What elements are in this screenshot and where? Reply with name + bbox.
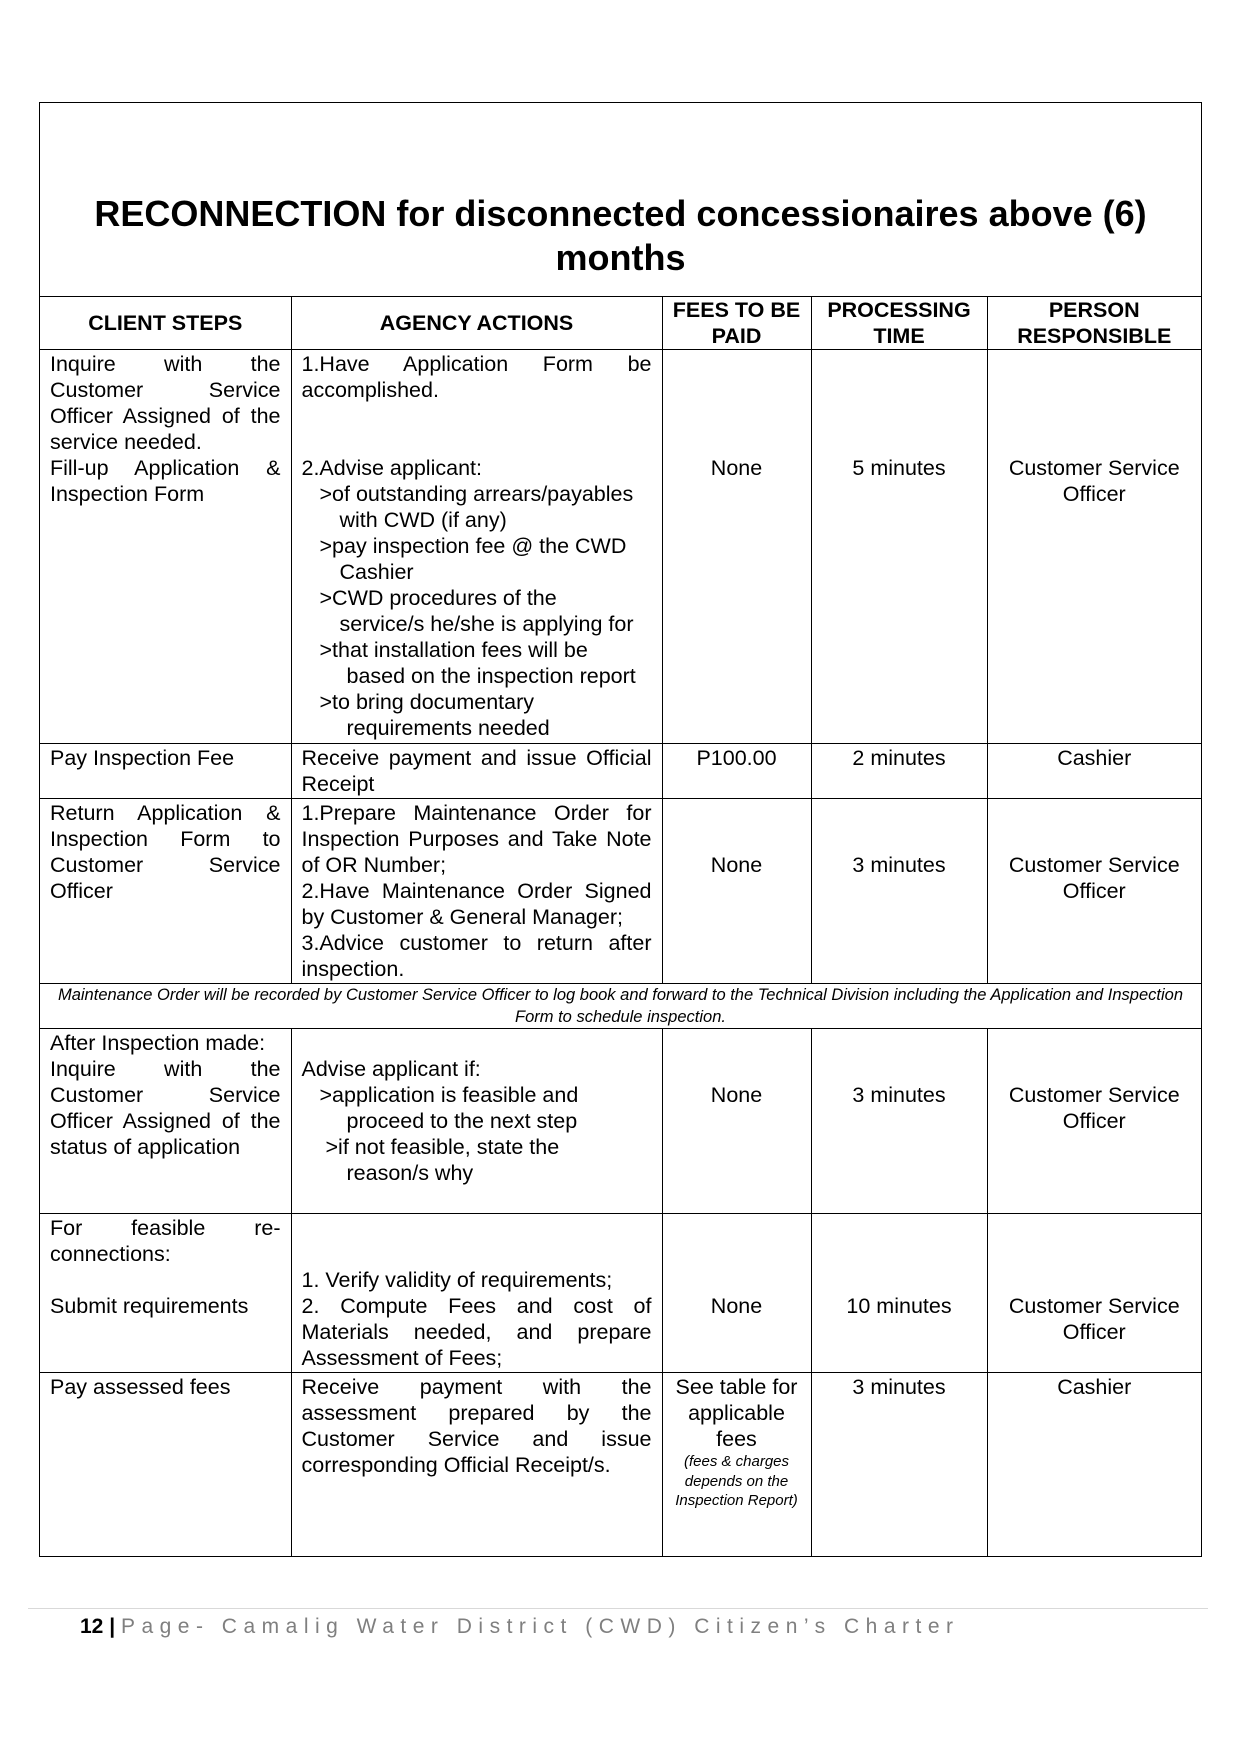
fees-cell: P100.00 bbox=[662, 744, 811, 799]
footer-text: Page- Camalig Water District (CWD) Citizen’s Charter bbox=[120, 1615, 960, 1638]
person-responsible-cell: Customer Service Officer bbox=[987, 350, 1201, 744]
procedure-table bbox=[40, 297, 1201, 1556]
fees-note: (fees & charges depends on the Inspection Report) bbox=[675, 1453, 798, 1509]
person-responsible-cell: Cashier bbox=[987, 1373, 1201, 1556]
agency-action-cell: Advise applicant if: >application is feasible and proceed to the next step >if not feasible, state the reason/s why bbox=[291, 1029, 662, 1214]
processing-time-cell: 3 minutes bbox=[811, 1029, 987, 1214]
agency-action-cell: Receive payment and issue Official Receipt bbox=[291, 744, 662, 799]
table-row bbox=[40, 1214, 1201, 1373]
fees-cell: None bbox=[662, 1214, 811, 1373]
agency-action-cell: 1. Verify validity of requirements; 2. Compute Fees and cost of Materials needed, and prepare Assessment of Fees; bbox=[291, 1214, 662, 1373]
fees-cell: None bbox=[662, 799, 811, 984]
table-row bbox=[40, 350, 1201, 744]
processing-time-cell: 10 minutes bbox=[811, 1214, 987, 1373]
processing-time-cell: 2 minutes bbox=[811, 744, 987, 799]
agency-action-cell: Receive payment with the assessment prepared by the Customer Service and issue corresponding Official Receipt/s. bbox=[291, 1373, 662, 1556]
person-responsible-cell: Customer Service Officer bbox=[987, 799, 1201, 984]
title-box bbox=[40, 103, 1201, 297]
page-title: RECONNECTION for disconnected concessionaires above (6) months bbox=[94, 193, 1147, 278]
agency-action-cell: 1.Have Application Form be accomplished. 2.Advise applicant: >of outstanding arrears/payables with CWD (if any) >pay inspection fee @ the CWD Cashier >CWD procedures of the service/s he/she is applying for >that installation fees will be based on the inspection report >to bring documentary requirements needed bbox=[291, 350, 662, 744]
page-footer bbox=[80, 1614, 960, 1640]
agency-action-cell: 1.Prepare Maintenance Order for Inspection Purposes and Take Note of OR Number; 2.Have Maintenance Order Signed by Customer & General Manager; 3.Advice customer to return after inspection. bbox=[291, 799, 662, 984]
fees-cell: See table for applicable fees (fees & charges depends on the Inspection Report) bbox=[662, 1373, 811, 1556]
header-fees: FEES TO BE PAID bbox=[662, 297, 811, 350]
header-client-steps: CLIENT STEPS bbox=[40, 297, 291, 350]
footer-separator: | bbox=[109, 1615, 116, 1638]
processing-time-cell: 3 minutes bbox=[811, 799, 987, 984]
person-responsible-cell: Customer Service Officer bbox=[987, 1214, 1201, 1373]
page-number: 12 bbox=[80, 1615, 104, 1638]
fees-cell: None bbox=[662, 350, 811, 744]
citizens-charter-table-frame bbox=[39, 102, 1202, 1557]
note-row bbox=[40, 984, 1201, 1029]
client-step-cell: Inquire with the Customer Service Officer Assigned of the service needed. Fill-up Application & Inspection Form bbox=[40, 350, 291, 744]
processing-time-cell: 5 minutes bbox=[811, 350, 987, 744]
table-header-row bbox=[40, 297, 1201, 350]
table-row bbox=[40, 744, 1201, 799]
client-step-cell: For feasible re-connections: Submit requirements bbox=[40, 1214, 291, 1373]
client-step-cell: Pay Inspection Fee bbox=[40, 744, 291, 799]
header-person-responsible: PERSON RESPONSIBLE bbox=[987, 297, 1201, 350]
table-row bbox=[40, 799, 1201, 984]
footer-divider bbox=[28, 1608, 1208, 1609]
processing-time-cell: 3 minutes bbox=[811, 1373, 987, 1556]
client-step-cell: Pay assessed fees bbox=[40, 1373, 291, 1556]
fees-cell: None bbox=[662, 1029, 811, 1214]
person-responsible-cell: Customer Service Officer bbox=[987, 1029, 1201, 1214]
table-row bbox=[40, 1373, 1201, 1556]
header-processing-time: PROCESSING TIME bbox=[811, 297, 987, 350]
table-row bbox=[40, 1029, 1201, 1214]
maintenance-order-note: Maintenance Order will be recorded by Customer Service Officer to log book and forward to the Technical Division including the Application and Inspection Form to schedule inspection. bbox=[40, 984, 1201, 1029]
client-step-cell: Return Application & Inspection Form to Customer Service Officer bbox=[40, 799, 291, 984]
client-step-cell: After Inspection made: Inquire with the Customer Service Officer Assigned of the status of application bbox=[40, 1029, 291, 1214]
header-agency-actions: AGENCY ACTIONS bbox=[291, 297, 662, 350]
person-responsible-cell: Cashier bbox=[987, 744, 1201, 799]
